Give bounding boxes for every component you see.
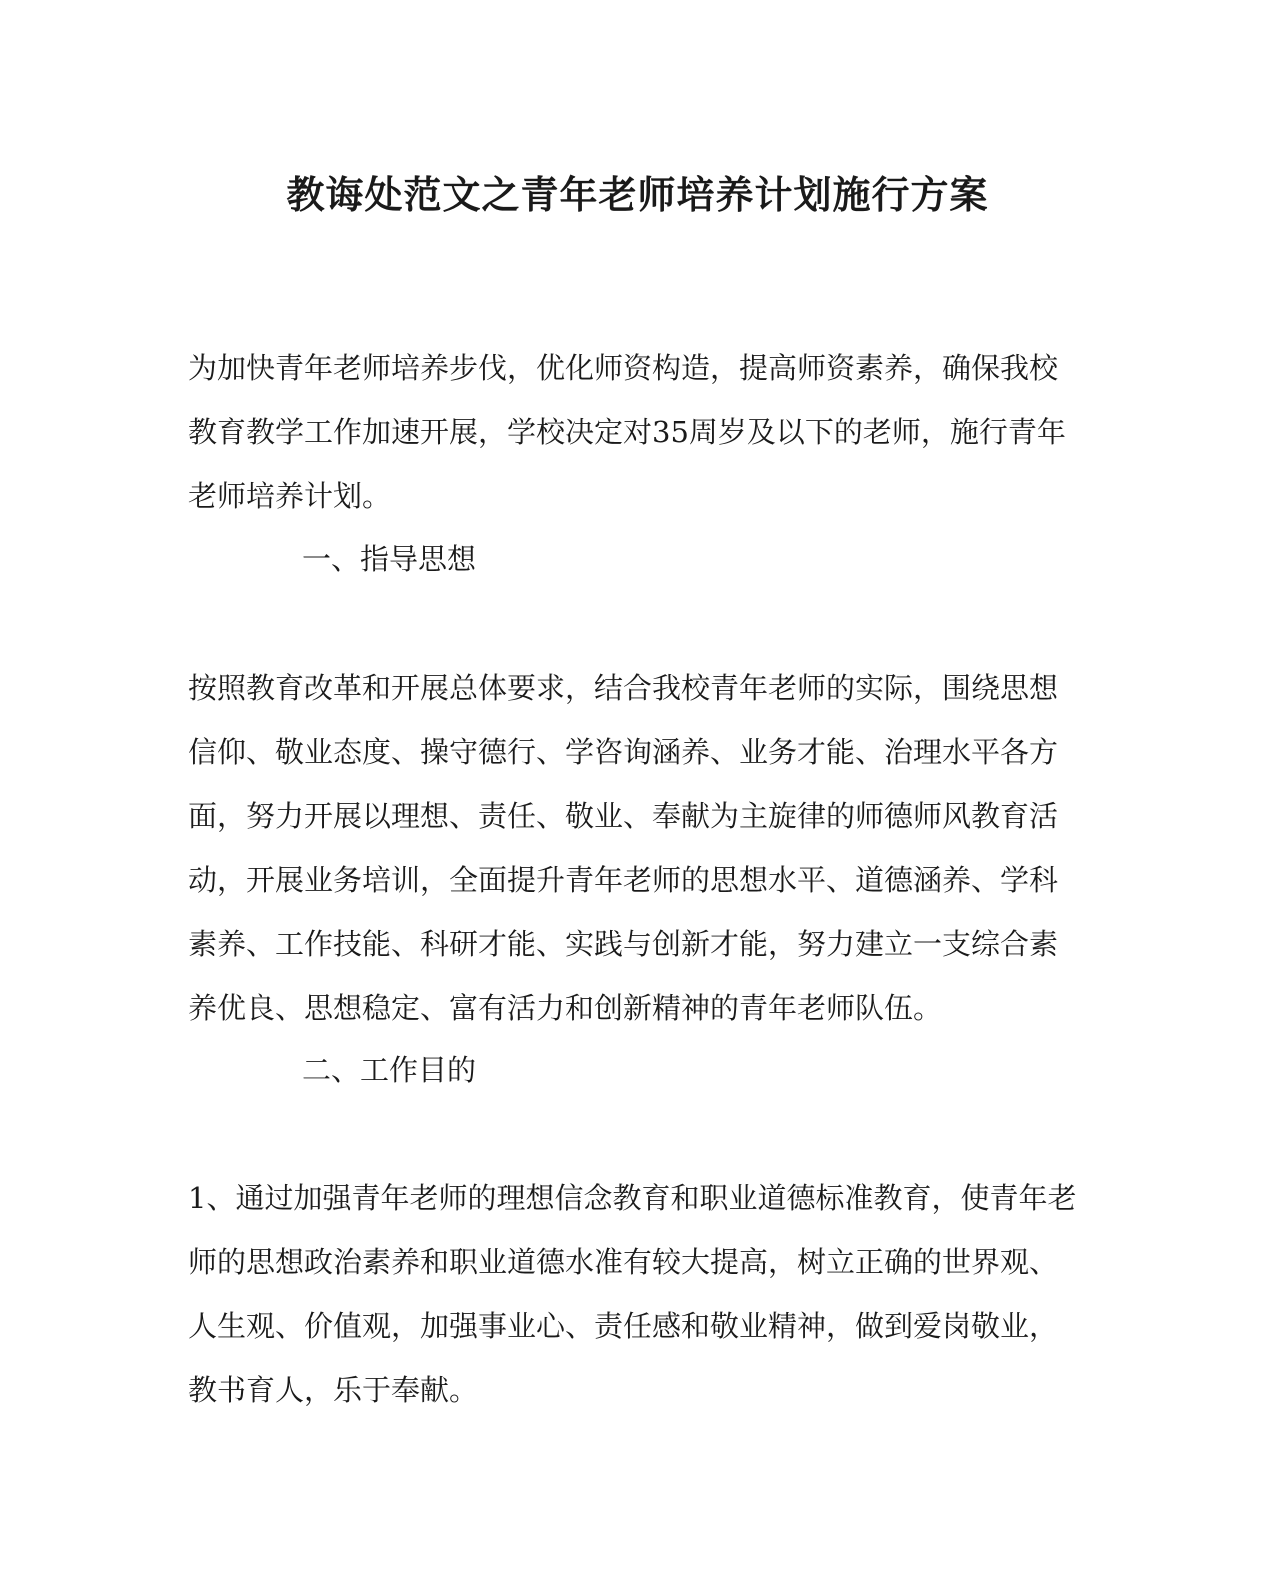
intro-line: 为加快青年老师培养步伐，优化师资构造，提高师资素养，确保我校 — [188, 351, 1059, 385]
document-title: 教诲处范文之青年老师培养计划施行方案 — [286, 172, 989, 217]
guiding-ideology-paragraph — [188, 656, 1073, 1040]
section-heading-work-goals: 二、工作目的 — [302, 1053, 477, 1087]
paragraph-line: 动，开展业务培训，全面提升青年老师的思想水平、道德涵养、学科 — [188, 863, 1059, 897]
paragraph-line: 人生观、价值观，加强事业心、责任感和敬业精神，做到爱岗敬业， — [188, 1309, 1059, 1343]
paragraph-line: 面，努力开展以理想、责任、敬业、奉献为主旋律的师德师风教育活 — [188, 799, 1059, 833]
paragraph-line: 素养、工作技能、科研才能、实践与创新才能，努力建立一支综合素 — [188, 927, 1059, 961]
paragraph-line: 1、通过加强青年老师的理想信念教育和职业道德标准教育，使青年老 — [188, 1181, 1077, 1215]
paragraph-line: 师的思想政治素养和职业道德水准有较大提高，树立正确的世界观、 — [188, 1245, 1059, 1279]
paragraph-line: 信仰、敬业态度、操守德行、学咨询涵养、业务才能、治理水平各方 — [188, 735, 1059, 769]
paragraph-line: 教书育人，乐于奉献。 — [188, 1373, 479, 1407]
section-heading-guiding-ideology: 一、指导思想 — [302, 542, 477, 576]
paragraph-line: 按照教育改革和开展总体要求，结合我校青年老师的实际，围绕思想 — [188, 671, 1059, 705]
paragraph-line: 养优良、思想稳定、富有活力和创新精神的青年老师队伍。 — [188, 991, 943, 1025]
intro-line: 教育教学工作加速开展，学校决定对35周岁及以下的老师，施行青年 — [188, 415, 1066, 449]
work-goal-paragraph — [188, 1166, 1077, 1422]
intro-paragraph — [188, 336, 1073, 528]
intro-line: 老师培养计划。 — [188, 479, 392, 513]
